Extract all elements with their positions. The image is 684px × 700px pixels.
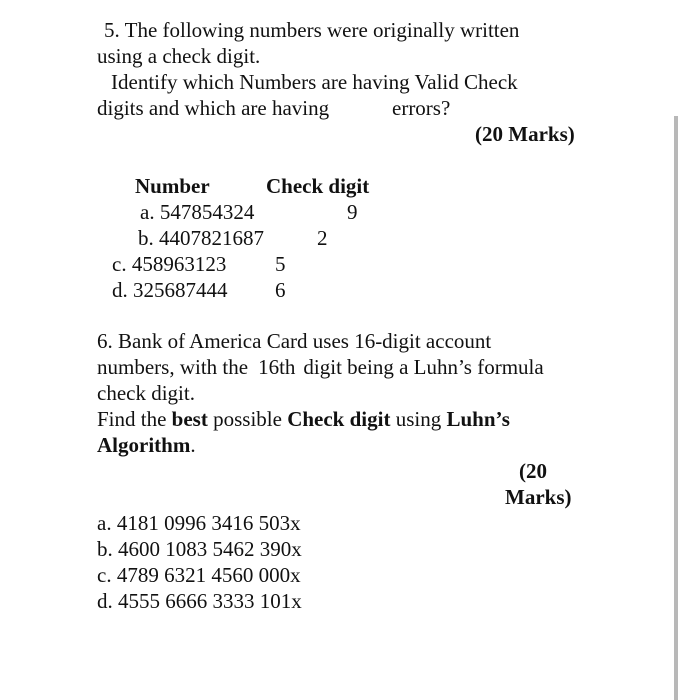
- table-row-number: b. 4407821687: [138, 226, 264, 250]
- q6-line-2c: digit being a Luhn’s formula: [303, 355, 544, 379]
- list-item: c. 4789 6321 4560 000x: [97, 563, 301, 587]
- list-item: a. 4181 0996 3416 503x: [97, 511, 301, 535]
- q6-algorithm: Algorithm: [97, 433, 191, 457]
- q6-marks-line-2: Marks): [505, 485, 572, 509]
- q6-best: best: [171, 407, 208, 431]
- q6-line-5: [97, 432, 196, 458]
- table-row-digit: 9: [347, 200, 358, 224]
- q6-line-1: 6. Bank of America Card uses 16-digit account: [97, 329, 492, 353]
- q6-possible: possible: [213, 407, 282, 431]
- q6-using: using: [395, 407, 442, 431]
- q5-line-4a: digits and which are having: [97, 96, 330, 120]
- table-row-number: d. 325687444: [112, 278, 228, 302]
- q6-period: .: [190, 433, 196, 457]
- q5-marks: (20 Marks): [475, 122, 575, 146]
- list-item: b. 4600 1083 5462 390x: [97, 537, 302, 561]
- q5-line-1: 5. The following numbers were originally written: [104, 18, 520, 42]
- table-header-check-digit: Check digit: [266, 174, 370, 198]
- vertical-scrollbar[interactable]: [674, 116, 678, 700]
- table-row-number: a. 547854324: [140, 200, 255, 224]
- q6-luhns: Luhn’s: [446, 407, 510, 431]
- table-row-digit: 2: [317, 226, 328, 250]
- q5-line-3: Identify which Numbers are having Valid Check: [111, 70, 518, 94]
- q6-line-3: check digit.: [97, 381, 195, 405]
- table-row-number: c. 458963123: [112, 252, 227, 276]
- q5-line-4b: errors?: [392, 96, 451, 120]
- table-row-digit: 5: [275, 252, 286, 276]
- q6-line-2: [97, 354, 544, 380]
- q6-find: Find the: [97, 407, 167, 431]
- table-header-number: Number: [135, 174, 210, 198]
- q5-line-2: using a check digit.: [97, 44, 261, 68]
- q6-marks-line-1: (20: [519, 459, 547, 483]
- table-row-digit: 6: [275, 278, 286, 302]
- q6-line-2b: 16th: [258, 355, 296, 379]
- q6-check-digit: Check digit: [287, 407, 391, 431]
- q6-line-4: [97, 406, 510, 432]
- list-item: d. 4555 6666 3333 101x: [97, 589, 302, 613]
- q6-line-2a: numbers, with the: [97, 355, 249, 379]
